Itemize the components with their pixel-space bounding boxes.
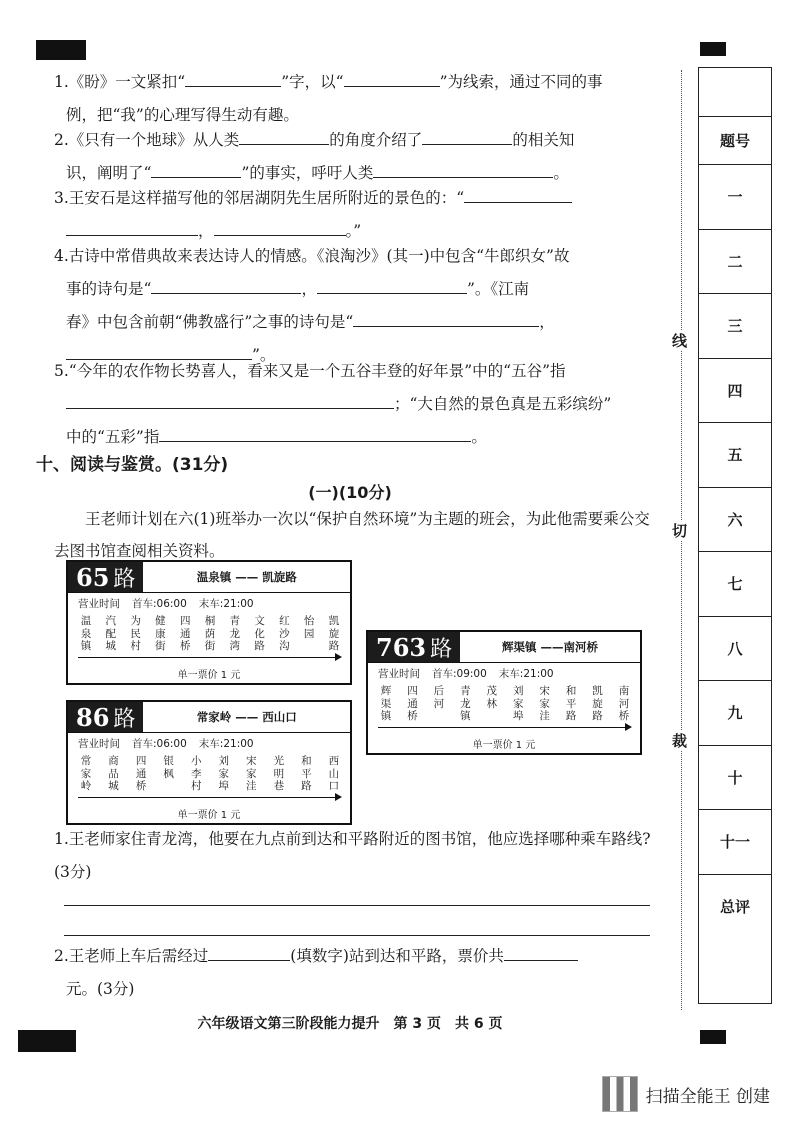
station: 刘家埠 [512, 685, 524, 722]
station-list [68, 611, 350, 655]
answer-blank[interactable] [353, 308, 539, 327]
score-row: 四 [699, 359, 771, 424]
corner-mark-bottom-right [700, 1030, 726, 1044]
fare-label: 单一票价 1 元 [472, 739, 536, 751]
station: 常家岭 [80, 755, 92, 792]
station: 桐荫街 [204, 615, 216, 652]
station: 怡园 [303, 615, 315, 640]
bus-route-card-86 [66, 700, 352, 825]
station: 和平路 [565, 685, 577, 722]
route-number-badge: 65 路 [68, 562, 143, 592]
station: 健康街 [155, 615, 166, 652]
station: 茂林 [486, 685, 497, 710]
station: 商品城 [108, 755, 119, 792]
route-terminals: 温泉镇 —— 凯旋路 [196, 570, 297, 584]
station: 光明巷 [273, 755, 285, 792]
answer-blank[interactable] [239, 126, 329, 145]
answer-line[interactable] [64, 905, 650, 906]
question-4: 4.古诗中常借典故来表达诗人的情感。《浪淘沙》(其一)中包含“牛郎织女”故 事的诗句是“ ， ”。《江南 春》中包含前朝“佛教盛行”之事的诗句是“ ， ”。 [54, 247, 570, 364]
direction-arrow [78, 797, 340, 806]
subsection-title: (一)(10分) [308, 483, 392, 502]
fare-label: 单一票价 1 元 [177, 809, 241, 821]
station-list [68, 751, 350, 795]
station: 汽配城 [105, 615, 117, 652]
direction-arrow [78, 657, 340, 666]
question-2: 2.《只有一个地球》从人类 的角度介绍了 的相关知 识，阐明了“ ”的事实，呼吁人类 。 [54, 124, 654, 190]
route-number-badge: 763 路 [368, 632, 460, 662]
score-row: 七 [699, 552, 771, 617]
binding-label-qie: 切 [672, 522, 688, 540]
answer-blank[interactable] [151, 275, 301, 294]
score-panel [698, 67, 772, 1004]
station: 青龙镇 [460, 685, 471, 722]
binding-label-xian: 线 [672, 332, 688, 350]
bus-route-card-763 [366, 630, 642, 755]
score-total: 总评 [719, 897, 750, 916]
answer-blank[interactable] [151, 159, 241, 178]
direction-arrow [378, 727, 630, 736]
score-row: 十 [699, 746, 771, 811]
answer-blank[interactable] [66, 390, 394, 409]
score-panel-top [699, 68, 771, 117]
station: 宋家洼 [539, 685, 550, 722]
station: 后河 [433, 685, 445, 710]
service-hours: 营业时间 首车:09:00 末车:21:00 [378, 668, 554, 680]
answer-blank[interactable] [208, 942, 290, 961]
route-terminals: 辉渠镇 ——南河桥 [502, 640, 599, 654]
route-number-badge: 86 路 [68, 702, 143, 732]
corner-mark-top-right [700, 42, 726, 56]
reading-intro: 王老师计划在六(1)班举办一次以“保护自然环境”为主题的班会，为此他需要乘公交去图书馆查阅相关资料。 [54, 510, 650, 560]
station: 小李村 [190, 755, 202, 792]
reading-question-1: 1.王老师家住青龙湾，他要在九点前到达和平路附近的图书馆，他应选择哪种乘车路线?(3分) [54, 830, 651, 881]
reading-question-2: 2.王老师上车后需经过 (填数字)站到达和平路，票价共 元。(3分) [54, 940, 654, 1006]
station: 西山口 [328, 755, 340, 792]
score-panel-header: 题号 [699, 117, 771, 165]
question-1: 1.《盼》一文紧扣“ ”字，以“ ”为线索，通过不同的事 例，把“我”的心理写得生动有趣。 [54, 66, 654, 132]
score-row: 九 [699, 681, 771, 746]
station: 银枫 [163, 755, 174, 780]
section-10-title: 十、阅读与鉴赏。(31分) [36, 455, 229, 475]
station: 南河桥 [618, 685, 630, 722]
question-3: 3.王安石是这样描写他的邻居湖阴先生居所附近的景色的：“ ， 。” [54, 182, 654, 248]
service-hours: 营业时间 首车:06:00 末车:21:00 [78, 598, 254, 610]
score-row: 八 [699, 617, 771, 682]
score-row: 六 [699, 488, 771, 553]
answer-blank[interactable] [373, 159, 553, 178]
route-terminals: 常家岭 —— 西山口 [196, 710, 297, 724]
answer-blank[interactable] [422, 126, 512, 145]
corner-mark-bottom-left [18, 1030, 76, 1052]
watermark-text: 扫描全能王 创建 [645, 1086, 770, 1107]
station: 红沙沟 [279, 615, 290, 652]
fare-label: 单一票价 1 元 [177, 669, 241, 681]
score-row: 十一 [699, 810, 771, 875]
answer-blank[interactable] [66, 217, 198, 236]
station: 文化路 [254, 615, 265, 652]
answer-blank[interactable] [464, 184, 572, 203]
answer-blank[interactable] [159, 423, 471, 442]
station: 温泉镇 [80, 615, 92, 652]
station: 和平路 [301, 755, 312, 792]
station: 四通桥 [179, 615, 191, 652]
score-row: 五 [699, 423, 771, 488]
score-row: 二 [699, 230, 771, 295]
corner-mark-top-left [36, 40, 86, 60]
station: 辉渠镇 [380, 685, 392, 722]
bus-route-card-65 [66, 560, 352, 685]
answer-blank[interactable] [504, 942, 578, 961]
station: 刘家埠 [218, 755, 229, 792]
service-hours: 营业时间 首车:06:00 末车:21:00 [78, 738, 254, 750]
station: 凯旋路 [592, 685, 603, 722]
scanner-watermark [602, 1076, 770, 1112]
page-footer: 六年级语文第三阶段能力提升 第 3 页 共 6 页 [197, 1016, 503, 1032]
station: 四通桥 [135, 755, 147, 792]
answer-blank[interactable] [344, 68, 440, 87]
binding-label-cai: 裁 [672, 732, 688, 750]
station: 青龙湾 [229, 615, 241, 652]
score-row: 一 [699, 165, 771, 230]
station: 为民村 [130, 615, 141, 652]
station: 凯旋路 [328, 615, 340, 652]
question-5: 5.“今年的农作物长势喜人，看来又是一个五谷丰登的好年景”中的“五谷”指 ；“大自然的景色真是五彩缤纷” 中的“五彩”指 。 [54, 362, 612, 446]
score-row: 三 [699, 294, 771, 359]
station: 宋家洼 [246, 755, 257, 792]
station-list [368, 681, 640, 725]
answer-blank[interactable] [214, 217, 346, 236]
station: 四通桥 [407, 685, 418, 722]
answer-line[interactable] [64, 935, 650, 936]
camscanner-logo-icon [602, 1076, 638, 1112]
answer-blank[interactable] [185, 68, 281, 87]
answer-blank[interactable] [317, 275, 467, 294]
